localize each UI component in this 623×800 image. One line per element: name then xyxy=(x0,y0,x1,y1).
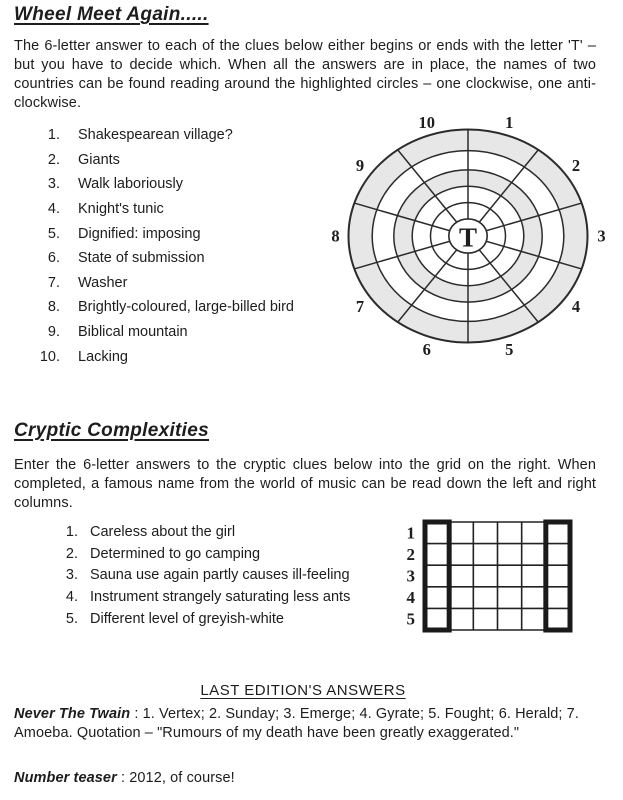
wheel-number-10: 10 xyxy=(418,112,435,132)
wheel-center-letter: T xyxy=(458,222,478,253)
clue-number: 10. xyxy=(39,348,60,365)
clue-text: Biblical mountain xyxy=(78,324,188,341)
section1-intro: The 6-letter answer to each of the clues below either begins or ends with the letter 'T' – but you have to decide which. When all the answers are in place, the names of two countries can be found reading around the highlighted circles – one clockwise, one anti-clockwise. xyxy=(14,38,596,111)
clue-number: 3. xyxy=(47,176,60,193)
wheel-number-9: 9 xyxy=(355,156,365,176)
answers-never-the-twain xyxy=(14,705,582,743)
clue-number: 8. xyxy=(47,299,60,316)
clue-text: Careless about the girl xyxy=(90,524,236,540)
clue-text: Shakespearean village? xyxy=(78,127,233,143)
grid-row-number-3: 3 xyxy=(406,566,415,586)
wheel-number-7: 7 xyxy=(355,296,365,316)
wheel-clue-list xyxy=(12,126,294,372)
clue-number: 1. xyxy=(65,524,78,540)
grid-row-number-4: 4 xyxy=(406,588,415,608)
answers-never-text: : 1. Vertex; 2. Sunday; 3. Emerge; 4. Gyrate; 5. Fought; 6. Herald; 7. Amoeba. Quotation – "Rumours of my death have been greatly exaggerated." xyxy=(14,706,579,741)
clue-number: 3. xyxy=(65,567,78,584)
answer-grid xyxy=(398,512,583,638)
answers-number-teaser xyxy=(14,769,582,788)
section1-title: Wheel Meet Again..... xyxy=(14,4,209,25)
wheel-number-2: 2 xyxy=(571,156,581,176)
clue-text: Walk laboriously xyxy=(78,176,184,193)
wheel-number-5: 5 xyxy=(505,340,514,360)
grid-row-numbers xyxy=(407,523,416,628)
clue-text: Brightly-coloured, large-billed bird xyxy=(78,299,294,316)
clue-text: Different level of greyish-white xyxy=(90,610,284,627)
clue-number: 2. xyxy=(65,545,78,562)
grid-row-number-5: 5 xyxy=(406,609,415,629)
grid-highlight-column-right xyxy=(546,522,570,630)
grid-row-number-2: 2 xyxy=(406,544,415,564)
clue-number: 4. xyxy=(47,200,60,217)
clue-number: 5. xyxy=(47,225,60,242)
clue-text: Dignified: imposing xyxy=(78,225,201,242)
clue-text: Giants xyxy=(78,151,120,168)
clue-text: Lacking xyxy=(78,348,128,365)
clue-number: 1. xyxy=(47,127,60,143)
wheel-number-6: 6 xyxy=(422,340,431,360)
grid-row-number-1: 1 xyxy=(406,523,415,543)
clue-text: Sauna use again partly causes ill-feeling xyxy=(90,567,350,584)
clue-number: 4. xyxy=(65,589,78,606)
clue-text: State of submission xyxy=(78,250,205,267)
section2-title: Cryptic Complexities xyxy=(14,420,209,441)
clue-text: Washer xyxy=(78,274,128,291)
grid-highlight-column-left xyxy=(425,522,449,630)
wheel-number-3: 3 xyxy=(597,226,606,246)
clue-text: Knight's tunic xyxy=(78,200,164,217)
wheel-number-4: 4 xyxy=(571,296,581,316)
clue-number: 7. xyxy=(47,274,60,291)
clue-number: 2. xyxy=(47,151,60,168)
answers-teaser-text: : 2012, of course! xyxy=(116,770,235,786)
clue-number: 6. xyxy=(47,250,60,267)
answers-heading: LAST EDITION'S ANSWERS xyxy=(200,682,406,699)
wheel-number-8: 8 xyxy=(331,226,340,246)
cryptic-clue-list xyxy=(12,523,350,631)
wheel-number-1: 1 xyxy=(505,112,514,132)
answers-teaser-label: Number teaser xyxy=(14,770,117,786)
section2-intro: Enter the 6-letter answers to the cryptic clues below into the grid on the right. When completed, a famous name from the world of music can be read down the left and right columns. xyxy=(14,457,596,511)
clue-text: Determined to go camping xyxy=(90,545,261,562)
clue-number: 5. xyxy=(65,610,78,627)
clue-number: 9. xyxy=(47,324,60,341)
wheel-diagram xyxy=(328,104,613,369)
clue-text: Instrument strangely saturating less ants xyxy=(90,589,351,606)
answers-never-label: Never The Twain xyxy=(14,706,131,722)
